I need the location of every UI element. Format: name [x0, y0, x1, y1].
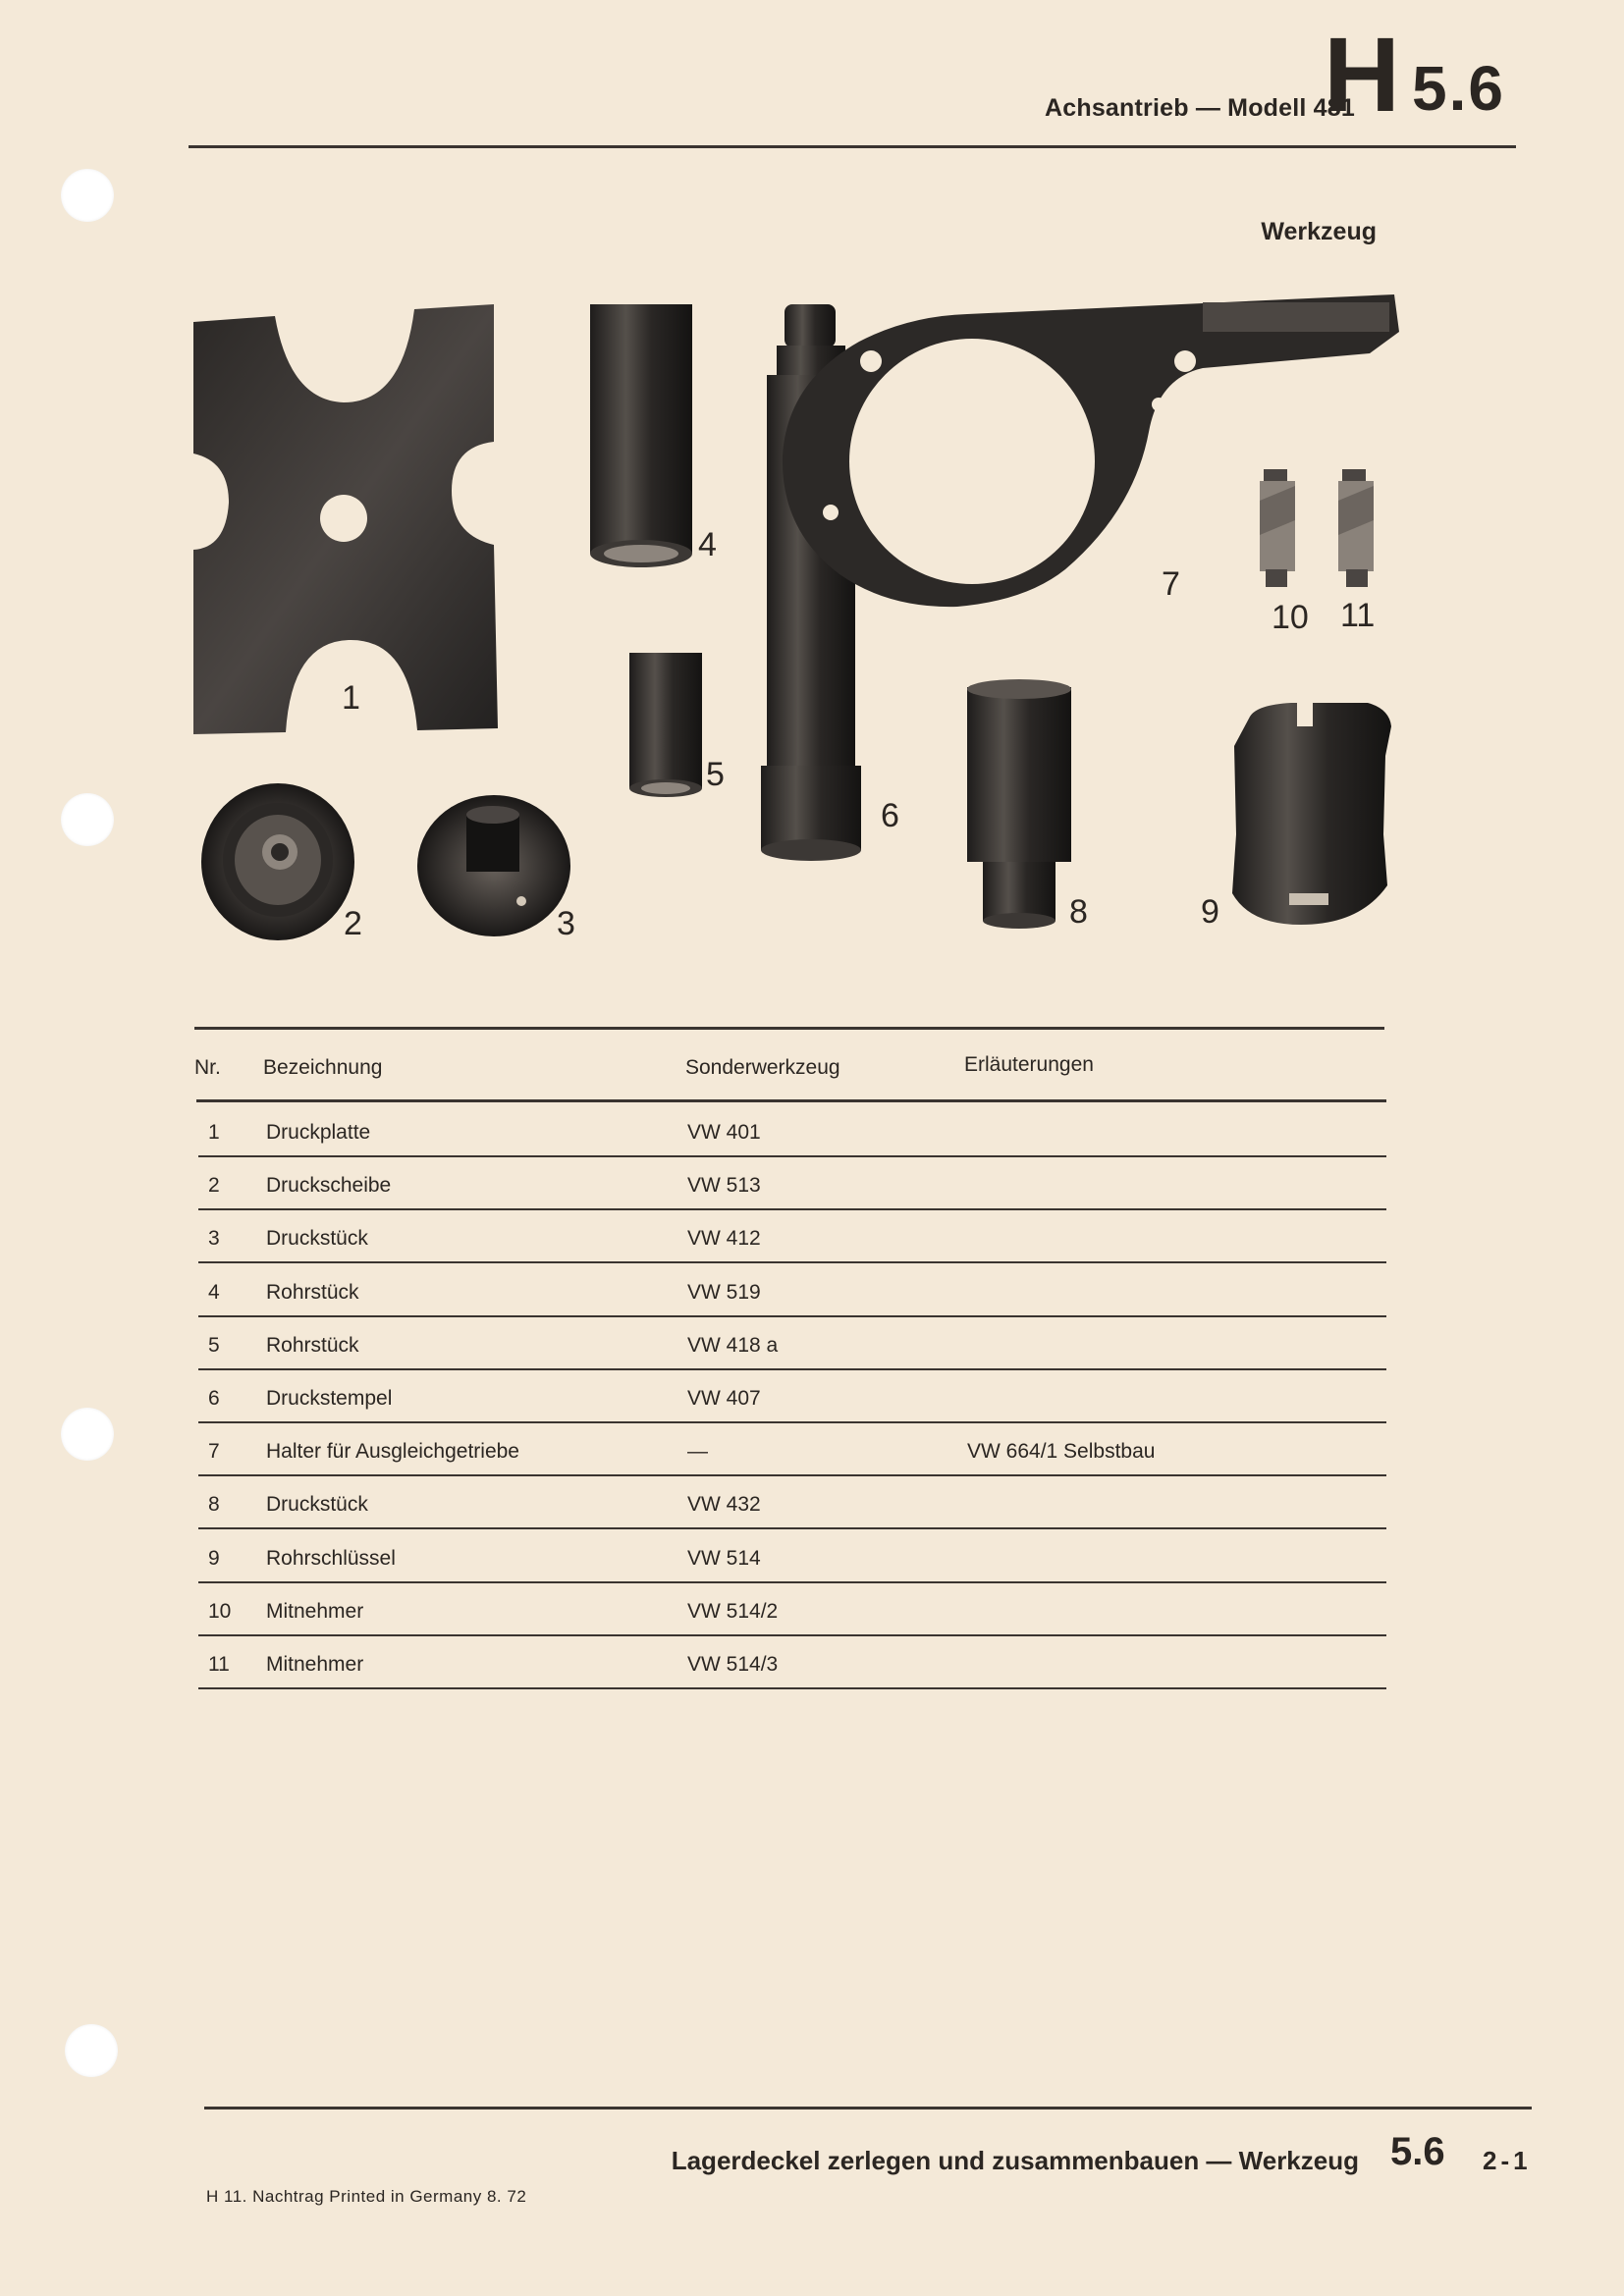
column-header-bezeichnung: Bezeichnung [263, 1056, 383, 1079]
cell-erlaeuterungen: VW 664/1 Selbstbau [967, 1440, 1156, 1463]
tool-druckstueck-3 [417, 795, 570, 936]
cell-nr: 11 [208, 1653, 230, 1676]
cell-sonderwerkzeug: VW 412 [687, 1227, 761, 1250]
cell-bezeichnung: Mitnehmer [266, 1653, 364, 1676]
callout-9: 9 [1201, 893, 1219, 931]
cell-nr: 1 [208, 1121, 220, 1144]
cell-nr: 8 [208, 1493, 220, 1516]
binder-hole [61, 169, 114, 222]
row-rule [198, 1155, 1386, 1157]
cell-nr: 10 [208, 1600, 232, 1623]
footer-rule [204, 2107, 1532, 2109]
cell-nr: 9 [208, 1547, 220, 1570]
callout-10: 10 [1272, 599, 1309, 636]
section-label: Werkzeug [1261, 218, 1377, 245]
cell-bezeichnung: Druckstück [266, 1227, 368, 1250]
cell-bezeichnung: Rohrschlüssel [266, 1547, 396, 1570]
footer-page-number: 2-1 [1483, 2146, 1532, 2175]
cell-bezeichnung: Rohrstück [266, 1281, 359, 1304]
cell-bezeichnung: Rohrstück [266, 1334, 359, 1357]
row-rule [198, 1474, 1386, 1476]
cell-nr: 4 [208, 1281, 220, 1304]
binder-hole [61, 793, 114, 846]
callout-2: 2 [344, 905, 362, 942]
cell-bezeichnung: Halter für Ausgleichgetriebe [266, 1440, 519, 1463]
callout-11: 11 [1340, 597, 1376, 634]
cell-bezeichnung: Druckstempel [266, 1387, 393, 1410]
cell-nr: 2 [208, 1174, 220, 1197]
footer-section-number: 5.6 [1390, 2130, 1445, 2173]
cell-sonderwerkzeug: VW 432 [687, 1493, 761, 1516]
row-rule [198, 1581, 1386, 1583]
cell-bezeichnung: Druckscheibe [266, 1174, 392, 1197]
tool-druckstueck-8 [967, 679, 1071, 929]
row-rule [198, 1368, 1386, 1370]
cell-nr: 7 [208, 1440, 220, 1463]
header-section-number: 5.6 [1412, 53, 1505, 124]
row-rule [198, 1315, 1386, 1317]
cell-sonderwerkzeug: VW 513 [687, 1174, 761, 1197]
table-header-rule [196, 1099, 1386, 1102]
tool-rohrschluessel [1232, 703, 1391, 925]
tool-rohrstueck-5 [629, 653, 702, 797]
callout-6: 6 [881, 797, 899, 834]
cell-nr: 6 [208, 1387, 220, 1410]
cell-sonderwerkzeug: VW 418 a [687, 1334, 779, 1357]
tool-mitnehmer-11 [1338, 469, 1374, 587]
cell-sonderwerkzeug: VW 407 [687, 1387, 761, 1410]
cell-bezeichnung: Druckstück [266, 1493, 368, 1516]
row-rule [198, 1208, 1386, 1210]
cell-sonderwerkzeug: — [687, 1440, 708, 1463]
cell-bezeichnung: Druckplatte [266, 1121, 371, 1144]
cell-sonderwerkzeug: VW 519 [687, 1281, 761, 1304]
row-rule [198, 1687, 1386, 1689]
footer-title: Lagerdeckel zerlegen und zusammenbauen — Werkzeug [671, 2146, 1359, 2175]
header-rule [189, 145, 1516, 148]
cell-bezeichnung: Mitnehmer [266, 1600, 364, 1623]
binder-hole [61, 1408, 114, 1461]
table-top-rule [194, 1027, 1384, 1030]
cell-nr: 3 [208, 1227, 220, 1250]
cell-nr: 5 [208, 1334, 220, 1357]
binder-hole [65, 2024, 118, 2077]
row-rule [198, 1421, 1386, 1423]
header-subtitle: Achsantrieb — Modell 481 [1045, 94, 1355, 122]
callout-4: 4 [698, 526, 717, 563]
tool-druckscheibe [201, 783, 354, 940]
tool-druckplatte [193, 304, 498, 734]
footer-print-info: H 11. Nachtrag Printed in Germany 8. 72 [206, 2187, 527, 2206]
tool-halter [783, 294, 1399, 607]
callout-1: 1 [342, 679, 360, 717]
cell-sonderwerkzeug: VW 514 [687, 1547, 761, 1570]
callout-8: 8 [1069, 893, 1088, 931]
row-rule [198, 1527, 1386, 1529]
row-rule [198, 1634, 1386, 1636]
column-header-nr: Nr. [194, 1056, 221, 1079]
column-header-sonderwerkzeug: Sonderwerkzeug [685, 1056, 840, 1079]
cell-sonderwerkzeug: VW 514/2 [687, 1600, 779, 1623]
callout-3: 3 [557, 905, 575, 942]
tools-photo [182, 285, 1419, 952]
tool-rohrstueck-4 [590, 304, 692, 567]
cell-sonderwerkzeug: VW 514/3 [687, 1653, 779, 1676]
row-rule [198, 1261, 1386, 1263]
callout-5: 5 [706, 756, 725, 793]
header-chapter-letter: H [1324, 15, 1400, 133]
callout-7: 7 [1162, 565, 1180, 603]
tool-mitnehmer-10 [1260, 469, 1295, 587]
cell-sonderwerkzeug: VW 401 [687, 1121, 761, 1144]
column-header-erlaeuterungen: Erläuterungen [964, 1053, 1094, 1076]
